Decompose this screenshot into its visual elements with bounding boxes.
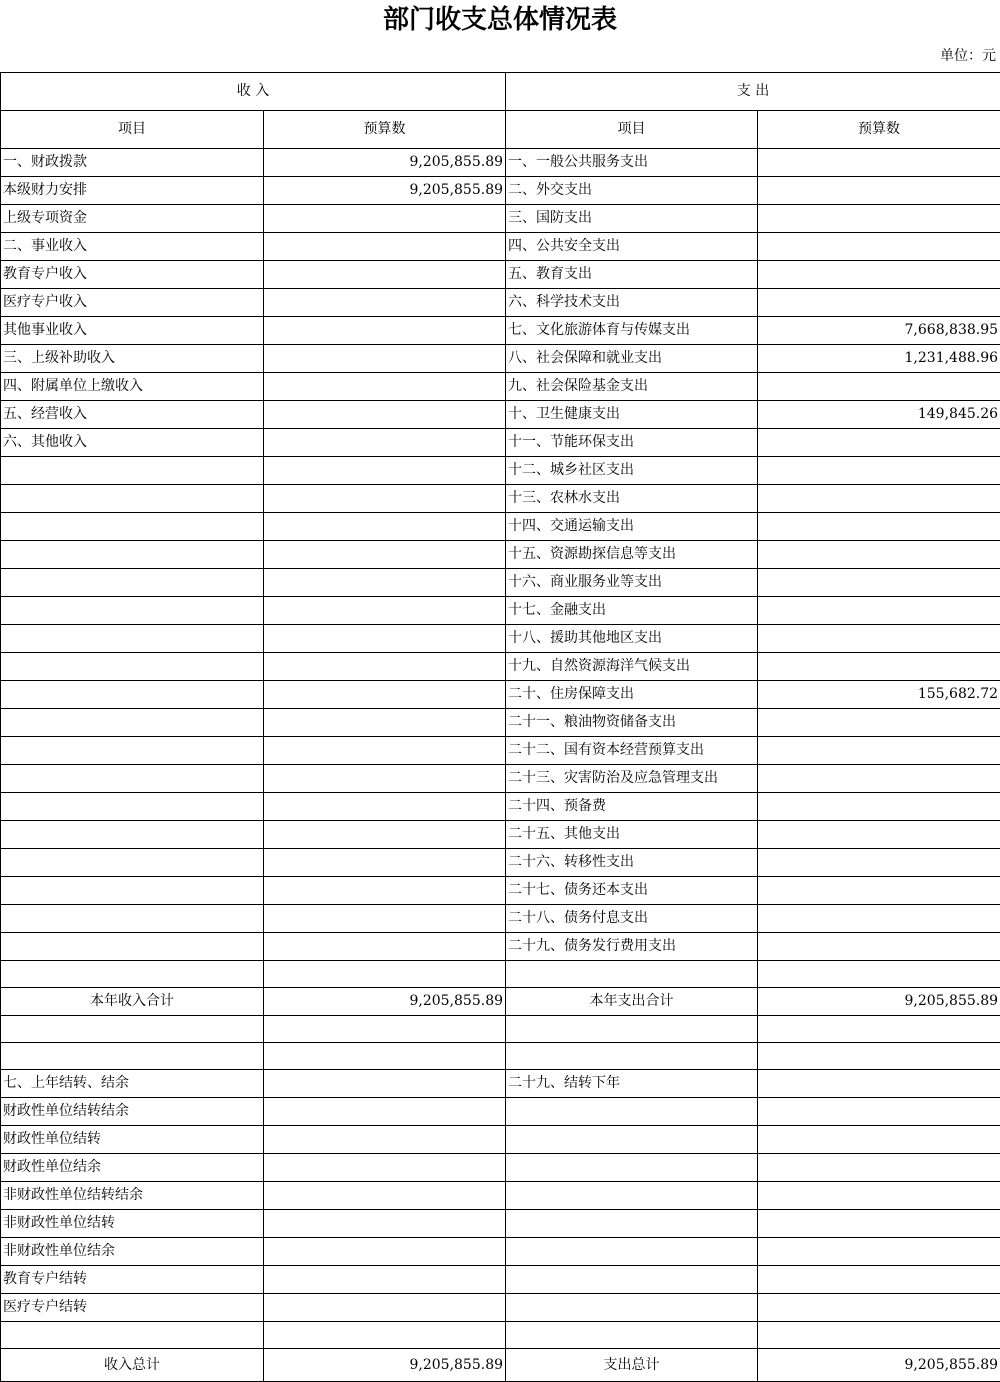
income-item-cell: 二、事业收入 — [1, 233, 264, 261]
income-item-cell: 四、附属单位上缴收入 — [1, 373, 264, 401]
expense-item-cell: 二十、住房保障支出 — [506, 681, 758, 709]
expense-item-cell: 二十七、债务还本支出 — [506, 877, 758, 905]
income-item-cell — [1, 877, 264, 905]
income-item-cell: 其他事业收入 — [1, 317, 264, 345]
table-row — [1, 877, 1000, 905]
table-row — [1, 513, 1000, 541]
table-row — [1, 653, 1000, 681]
expense-budget-cell — [758, 1098, 1000, 1126]
expense-budget-cell — [758, 877, 1000, 905]
table-row — [1, 569, 1000, 597]
income-budget-cell — [264, 597, 506, 625]
expense-budget-cell — [758, 961, 1000, 988]
expense-item-cell: 六、科学技术支出 — [506, 289, 758, 317]
table-row — [1, 345, 1000, 373]
expense-item-cell — [506, 1016, 758, 1043]
income-budget-cell — [264, 1182, 506, 1210]
income-budget-cell — [264, 933, 506, 961]
expense-budget-cell — [758, 569, 1000, 597]
table-row — [1, 457, 1000, 485]
expense-item-cell: 九、社会保险基金支出 — [506, 373, 758, 401]
income-budget-cell — [264, 401, 506, 429]
income-item-cell: 本年收入合计 — [1, 988, 264, 1016]
expense-item-cell: 二十九、债务发行费用支出 — [506, 933, 758, 961]
income-item-cell: 非财政性单位结余 — [1, 1238, 264, 1266]
income-budget-cell — [264, 569, 506, 597]
income-item-cell — [1, 709, 264, 737]
expense-budget-cell — [758, 1322, 1000, 1349]
income-budget-cell — [264, 541, 506, 569]
table-row — [1, 261, 1000, 289]
expense-budget-cell — [758, 513, 1000, 541]
expense-item-cell: 本年支出合计 — [506, 988, 758, 1016]
expense-item-cell: 二十三、灾害防治及应急管理支出 — [506, 765, 758, 793]
expense-item-cell: 十七、金融支出 — [506, 597, 758, 625]
income-item-cell — [1, 765, 264, 793]
income-item-cell — [1, 457, 264, 485]
expense-budget-cell — [758, 793, 1000, 821]
income-budget-cell — [264, 261, 506, 289]
income-item-cell: 教育专户收入 — [1, 261, 264, 289]
expense-budget-cell — [758, 737, 1000, 765]
table-row — [1, 317, 1000, 345]
expense-budget-cell — [758, 1294, 1000, 1322]
income-section-header: 收 入 — [1, 73, 506, 111]
income-budget-cell — [264, 1043, 506, 1070]
income-item-cell: 五、经营收入 — [1, 401, 264, 429]
expense-budget-cell — [758, 597, 1000, 625]
expense-budget-cell: 149,845.26 — [758, 401, 1000, 429]
expense-budget-cell — [758, 177, 1000, 205]
page-title: 部门收支总体情况表 — [0, 0, 1000, 44]
income-item-cell — [1, 737, 264, 765]
expense-item-cell: 五、教育支出 — [506, 261, 758, 289]
table-row — [1, 177, 1000, 205]
table-row — [1, 233, 1000, 261]
income-budget-cell — [264, 905, 506, 933]
column-header-row — [1, 111, 1000, 149]
expense-budget-cell — [758, 653, 1000, 681]
table-row — [1, 1016, 1000, 1043]
table-row — [1, 401, 1000, 429]
expense-item-cell — [506, 1238, 758, 1266]
expense-section-header: 支 出 — [506, 73, 1000, 111]
table-row — [1, 1098, 1000, 1126]
income-item-cell — [1, 849, 264, 877]
income-budget-cell — [264, 233, 506, 261]
expense-item-cell: 三、国防支出 — [506, 205, 758, 233]
income-item-cell: 教育专户结转 — [1, 1266, 264, 1294]
table-row — [1, 597, 1000, 625]
income-budget-cell — [264, 709, 506, 737]
budget-table — [0, 72, 1000, 1382]
expense-item-cell — [506, 1294, 758, 1322]
expense-budget-cell — [758, 905, 1000, 933]
expense-budget-cell — [758, 429, 1000, 457]
expense-budget-cell — [758, 1043, 1000, 1070]
income-budget-cell — [264, 1266, 506, 1294]
expense-budget-cell: 9,205,855.89 — [758, 988, 1000, 1016]
expense-budget-cell — [758, 1238, 1000, 1266]
table-row — [1, 625, 1000, 653]
expense-item-cell — [506, 1210, 758, 1238]
income-item-cell: 收入总计 — [1, 1349, 264, 1382]
expense-item-cell: 十四、交通运输支出 — [506, 513, 758, 541]
income-budget-cell: 9,205,855.89 — [264, 177, 506, 205]
income-budget-cell — [264, 681, 506, 709]
table-row — [1, 1210, 1000, 1238]
income-item-cell — [1, 653, 264, 681]
table-row — [1, 1154, 1000, 1182]
income-item-cell: 上级专项资金 — [1, 205, 264, 233]
income-item-cell: 六、其他收入 — [1, 429, 264, 457]
expense-item-cell: 二十五、其他支出 — [506, 821, 758, 849]
income-budget-cell — [264, 373, 506, 401]
expense-item-cell: 十三、农林水支出 — [506, 485, 758, 513]
expense-budget-cell — [758, 289, 1000, 317]
expense-item-cell: 八、社会保障和就业支出 — [506, 345, 758, 373]
table-row — [1, 961, 1000, 988]
expense-item-cell: 二十二、国有资本经营预算支出 — [506, 737, 758, 765]
income-budget-cell — [264, 289, 506, 317]
income-item-cell — [1, 905, 264, 933]
income-item-cell — [1, 541, 264, 569]
income-item-cell: 本级财力安排 — [1, 177, 264, 205]
income-item-cell — [1, 793, 264, 821]
table-row — [1, 849, 1000, 877]
income-budget-cell — [264, 737, 506, 765]
income-budget-cell — [264, 1154, 506, 1182]
income-budget-cell — [264, 1210, 506, 1238]
expense-item-cell: 十、卫生健康支出 — [506, 401, 758, 429]
expense-budget-cell — [758, 485, 1000, 513]
income-budget-cell — [264, 1070, 506, 1098]
income-item-cell — [1, 485, 264, 513]
table-row — [1, 1182, 1000, 1210]
income-budget-cell — [264, 513, 506, 541]
expense-item-cell: 十八、援助其他地区支出 — [506, 625, 758, 653]
table-row — [1, 905, 1000, 933]
expense-item-cell — [506, 1126, 758, 1154]
table-row — [1, 765, 1000, 793]
section-header-row — [1, 73, 1000, 111]
income-item-cell — [1, 1043, 264, 1070]
income-item-cell — [1, 597, 264, 625]
table-row — [1, 429, 1000, 457]
income-item-cell — [1, 681, 264, 709]
table-row — [1, 793, 1000, 821]
table-row — [1, 681, 1000, 709]
expense-budget-cell — [758, 849, 1000, 877]
expense-item-cell — [506, 961, 758, 988]
income-budget-header: 预算数 — [264, 111, 506, 149]
income-budget-cell — [264, 765, 506, 793]
expense-item-cell: 十五、资源勘探信息等支出 — [506, 541, 758, 569]
expense-budget-cell — [758, 541, 1000, 569]
table-row — [1, 485, 1000, 513]
expense-budget-cell — [758, 205, 1000, 233]
income-budget-cell — [264, 429, 506, 457]
expense-budget-cell: 1,231,488.96 — [758, 345, 1000, 373]
expense-item-cell — [506, 1182, 758, 1210]
income-budget-cell — [264, 849, 506, 877]
income-budget-cell — [264, 205, 506, 233]
income-item-cell — [1, 569, 264, 597]
table-row — [1, 1043, 1000, 1070]
income-item-cell: 医疗专户收入 — [1, 289, 264, 317]
unit-label: 单位：元 — [940, 46, 996, 66]
income-budget-cell: 9,205,855.89 — [264, 1349, 506, 1382]
expense-item-cell: 七、文化旅游体育与传媒支出 — [506, 317, 758, 345]
income-budget-cell — [264, 877, 506, 905]
income-budget-cell — [264, 961, 506, 988]
table-row — [1, 1349, 1000, 1382]
table-row — [1, 149, 1000, 177]
expense-budget-cell — [758, 933, 1000, 961]
table-row — [1, 988, 1000, 1016]
income-item-header: 项目 — [1, 111, 264, 149]
expense-item-header: 项目 — [506, 111, 758, 149]
expense-budget-cell — [758, 1266, 1000, 1294]
table-row — [1, 1266, 1000, 1294]
expense-item-cell — [506, 1098, 758, 1126]
table-row — [1, 289, 1000, 317]
income-budget-cell — [264, 653, 506, 681]
income-budget-cell — [264, 821, 506, 849]
income-item-cell: 非财政性单位结转结余 — [1, 1182, 264, 1210]
income-item-cell — [1, 513, 264, 541]
income-budget-cell — [264, 625, 506, 653]
table-row — [1, 1238, 1000, 1266]
table-row — [1, 1070, 1000, 1098]
expense-item-cell: 十一、节能环保支出 — [506, 429, 758, 457]
income-budget-cell — [264, 457, 506, 485]
income-item-cell — [1, 821, 264, 849]
income-budget-cell — [264, 793, 506, 821]
expense-item-cell — [506, 1266, 758, 1294]
expense-budget-cell — [758, 1070, 1000, 1098]
expense-item-cell: 二十六、转移性支出 — [506, 849, 758, 877]
table-row — [1, 1322, 1000, 1349]
income-budget-cell — [264, 1098, 506, 1126]
income-budget-cell — [264, 1016, 506, 1043]
expense-item-cell: 支出总计 — [506, 1349, 758, 1382]
expense-item-cell: 二十八、债务付息支出 — [506, 905, 758, 933]
income-item-cell: 一、财政拨款 — [1, 149, 264, 177]
expense-budget-cell — [758, 1182, 1000, 1210]
expense-item-cell: 十二、城乡社区支出 — [506, 457, 758, 485]
expense-budget-cell — [758, 233, 1000, 261]
expense-budget-cell: 9,205,855.89 — [758, 1349, 1000, 1382]
table-row — [1, 709, 1000, 737]
table-row — [1, 373, 1000, 401]
income-budget-cell — [264, 345, 506, 373]
expense-item-cell — [506, 1322, 758, 1349]
table-row — [1, 933, 1000, 961]
table-row — [1, 541, 1000, 569]
income-item-cell: 三、上级补助收入 — [1, 345, 264, 373]
expense-item-cell: 一、一般公共服务支出 — [506, 149, 758, 177]
income-item-cell: 非财政性单位结转 — [1, 1210, 264, 1238]
income-item-cell — [1, 1016, 264, 1043]
table-row — [1, 821, 1000, 849]
expense-item-cell: 二十四、预备费 — [506, 793, 758, 821]
income-budget-cell — [264, 1294, 506, 1322]
income-item-cell: 七、上年结转、结余 — [1, 1070, 264, 1098]
expense-budget-cell — [758, 625, 1000, 653]
table-row — [1, 737, 1000, 765]
expense-item-cell: 十九、自然资源海洋气候支出 — [506, 653, 758, 681]
income-budget-cell: 9,205,855.89 — [264, 149, 506, 177]
expense-budget-cell: 7,668,838.95 — [758, 317, 1000, 345]
expense-budget-cell — [758, 457, 1000, 485]
table-row — [1, 1126, 1000, 1154]
income-item-cell — [1, 625, 264, 653]
income-budget-cell — [264, 1322, 506, 1349]
income-item-cell — [1, 1322, 264, 1349]
expense-item-cell — [506, 1043, 758, 1070]
expense-budget-cell — [758, 765, 1000, 793]
expense-budget-cell — [758, 1016, 1000, 1043]
expense-item-cell: 四、公共安全支出 — [506, 233, 758, 261]
expense-budget-cell — [758, 1126, 1000, 1154]
expense-budget-cell — [758, 373, 1000, 401]
expense-budget-cell — [758, 1154, 1000, 1182]
income-budget-cell: 9,205,855.89 — [264, 988, 506, 1016]
income-item-cell: 财政性单位结转结余 — [1, 1098, 264, 1126]
expense-item-cell: 二十九、结转下年 — [506, 1070, 758, 1098]
expense-item-cell — [506, 1154, 758, 1182]
expense-item-cell: 二、外交支出 — [506, 177, 758, 205]
expense-budget-cell — [758, 149, 1000, 177]
income-item-cell — [1, 933, 264, 961]
income-item-cell: 财政性单位结转 — [1, 1126, 264, 1154]
expense-budget-cell — [758, 261, 1000, 289]
expense-budget-cell — [758, 1210, 1000, 1238]
expense-budget-cell — [758, 709, 1000, 737]
income-item-cell: 财政性单位结余 — [1, 1154, 264, 1182]
income-item-cell: 医疗专户结转 — [1, 1294, 264, 1322]
expense-budget-header: 预算数 — [758, 111, 1000, 149]
expense-item-cell: 十六、商业服务业等支出 — [506, 569, 758, 597]
expense-budget-cell — [758, 821, 1000, 849]
table-row — [1, 1294, 1000, 1322]
income-budget-cell — [264, 485, 506, 513]
table-row — [1, 205, 1000, 233]
income-budget-cell — [264, 1126, 506, 1154]
income-budget-cell — [264, 1238, 506, 1266]
expense-budget-cell: 155,682.72 — [758, 681, 1000, 709]
expense-item-cell: 二十一、粮油物资储备支出 — [506, 709, 758, 737]
income-item-cell — [1, 961, 264, 988]
income-budget-cell — [264, 317, 506, 345]
